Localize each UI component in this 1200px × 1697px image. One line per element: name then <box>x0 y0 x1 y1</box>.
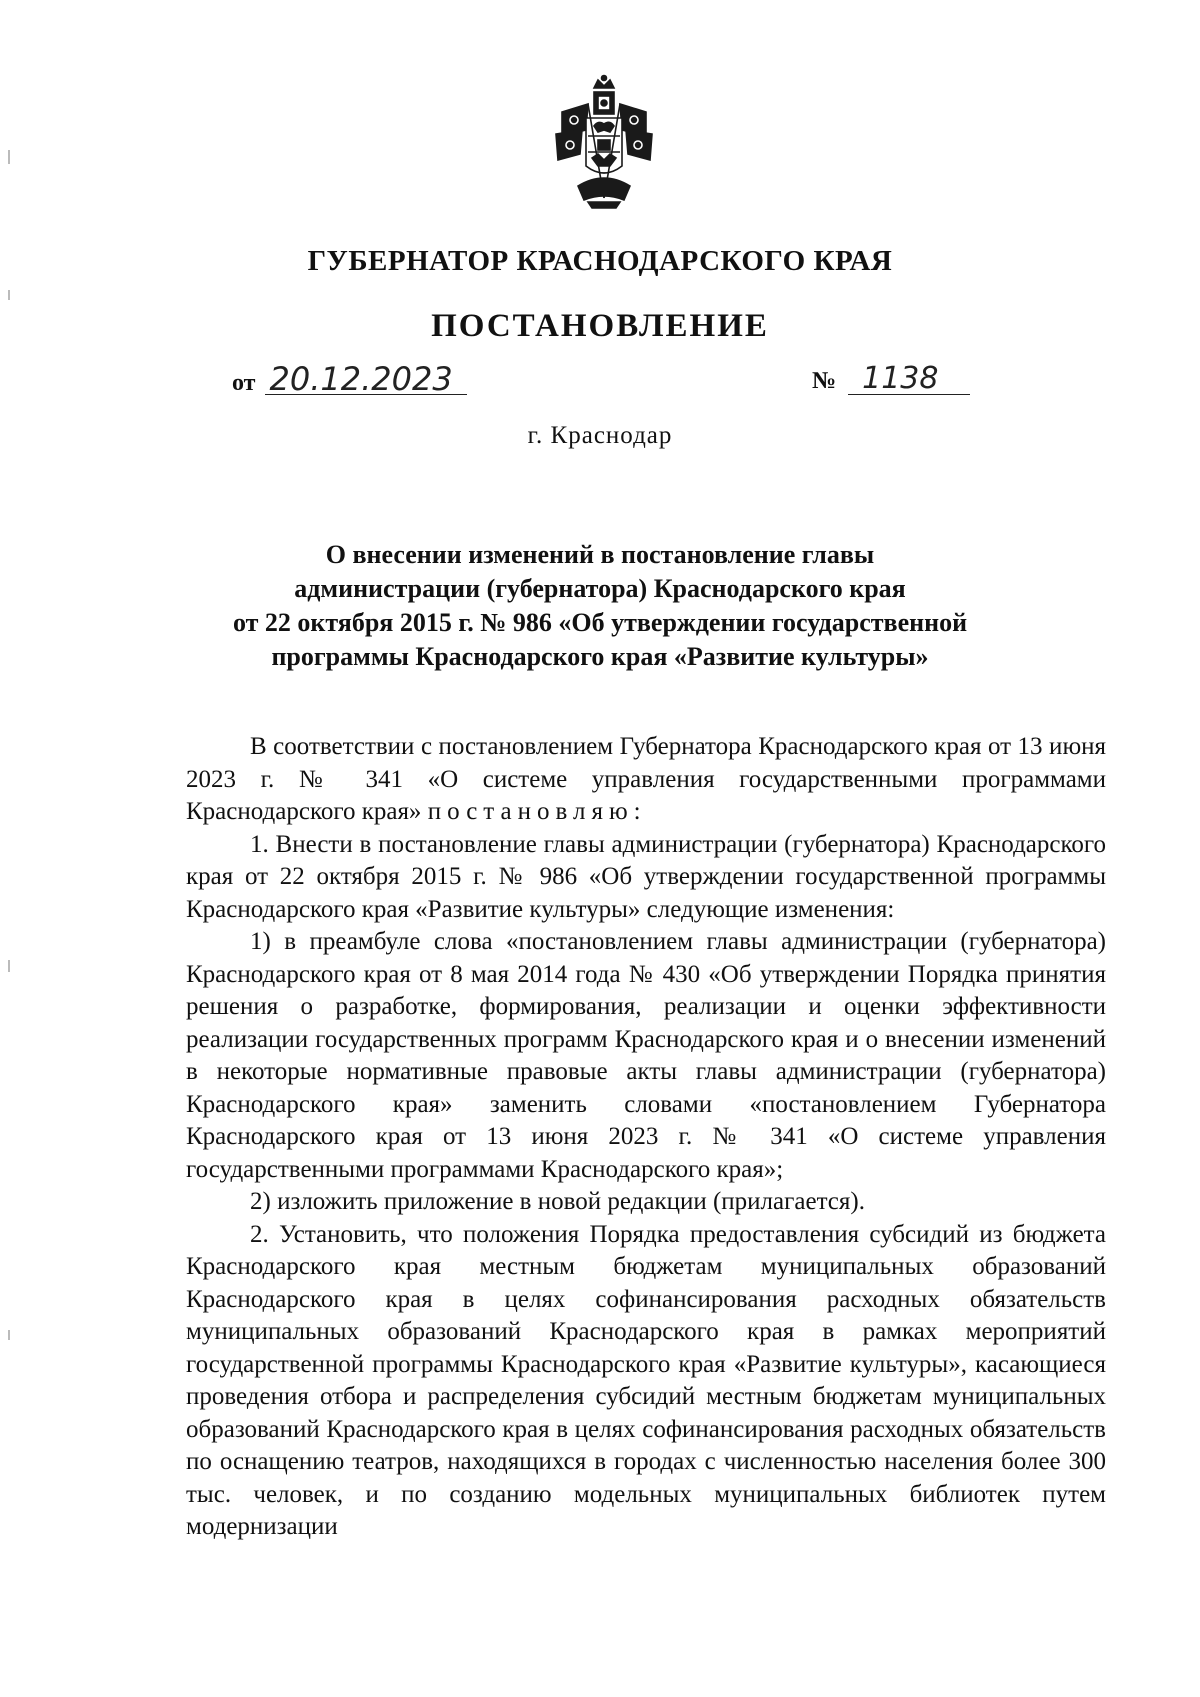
title-line: О внесении изменений в постановление главы <box>325 540 875 569</box>
document-type: ПОСТАНОВЛЕНИЕ <box>431 308 769 344</box>
preamble-paragraph <box>186 731 1106 829</box>
issuing-authority: ГУБЕРНАТОР КРАСНОДАРСКОГО КРАЯ <box>307 245 893 277</box>
title-line: администрации (губернатора) Краснодарского края <box>294 574 906 603</box>
clause-1-sub-1: 1) в преамбуле слова «постановлением главы администрации (губернатора) Краснодарского края от 8 мая 2014 года № 430 «Об утверждении Порядка принятия решения о разработке, формирования, реализации и оценки эффективности реализации государственных программ Краснодарского края и о внесении изменений в некоторые нормативные правовые акты главы администрации (губернатора) Краснодарского края» заменить словами «постановлением Губернатора Краснодарского края от 13 июня 2023 г. № 341 «О системе управления государственными программами Краснодарского края»; <box>186 928 1106 1183</box>
date-prefix: от <box>232 370 256 396</box>
resolve-word: постановляю: <box>427 798 647 825</box>
preamble-text: В соответствии с постановлением Губернатора Краснодарского края от 13 июня 2023 г. № 341 «О системе управления государственными программами Краснодарского края» <box>186 733 1106 825</box>
coat-of-arms-icon <box>548 74 660 214</box>
number-value: 1138 <box>848 364 970 395</box>
document-body <box>186 731 1106 1544</box>
number-prefix: № <box>812 368 837 394</box>
number-field <box>812 361 970 396</box>
title-line: программы Краснодарского края «Развитие культуры» <box>271 642 929 671</box>
clause-1: 1. Внести в постановление главы администрации (губернатора) Краснодарского края от 22 октября 2015 г. № 986 «Об утверждении государственной программы Краснодарского края «Развитие культуры» следующие изменения: <box>186 830 1106 923</box>
date-value: 20.12.2023 <box>265 364 466 395</box>
scan-artifact <box>8 290 10 300</box>
scan-artifact <box>8 150 10 164</box>
clause-1-sub-2: 2) изложить приложение в новой редакции (прилагается). <box>250 1188 865 1215</box>
clause-2: 2. Установить, что положения Порядка предоставления субсидий из бюджета Краснодарского края местным бюджетам муниципальных образований Краснодарского края в целях софинансирования расходных обязательств муниципальных образований Краснодарского края в рамках мероприятий государственной программы Краснодарского края «Развитие культуры», касающиеся проведения отбора и распределения субсидий местным бюджетам муниципальных образований Краснодарского края в целях софинансирования расходных обязательств по оснащению театров, находящихся в городах с численностью населения более 300 тыс. человек, и по созданию модельных муниципальных библиотек путем модернизации <box>186 1220 1106 1540</box>
document-title <box>200 538 1000 674</box>
scan-artifact <box>8 1330 10 1340</box>
scan-artifact <box>8 960 10 972</box>
city-label: г. Краснодар <box>527 422 673 449</box>
title-line: от 22 октября 2015 г. № 986 «Об утверждении государственной <box>232 608 968 637</box>
date-field <box>232 360 467 398</box>
